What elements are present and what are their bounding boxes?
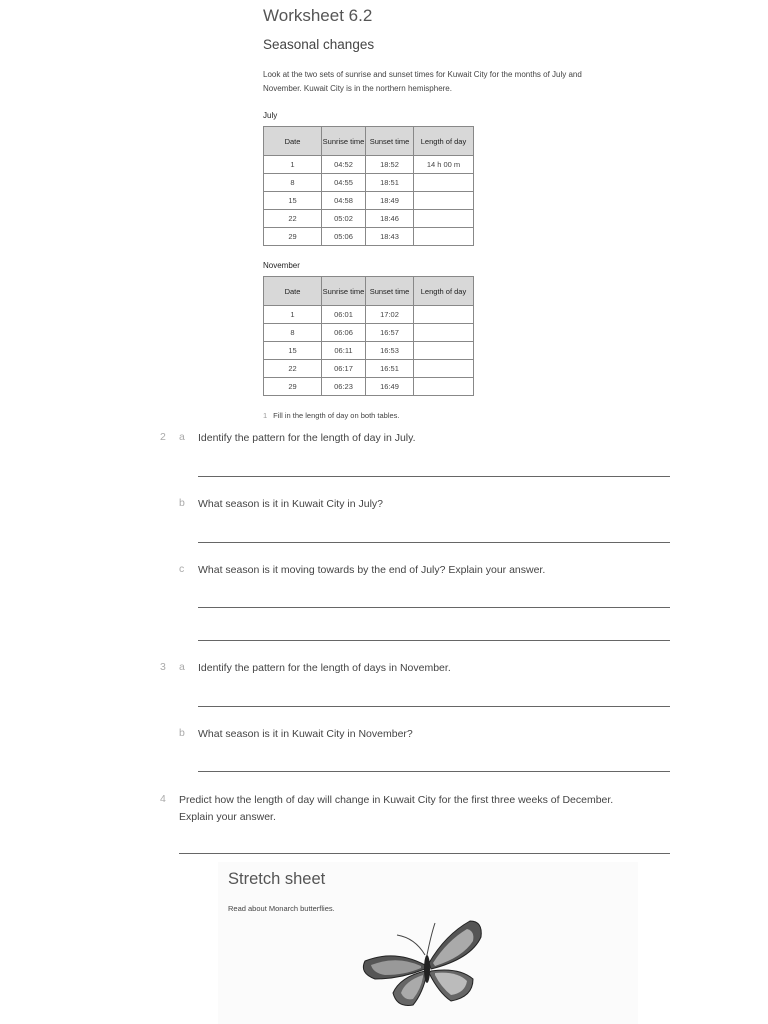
cell-sunrise: 04:58 (322, 192, 366, 210)
cell-sunrise: 06:23 (322, 378, 366, 396)
header-sunset: Sunset time (366, 277, 414, 306)
cell-sunset: 18:49 (366, 192, 414, 210)
answer-line[interactable] (198, 542, 670, 543)
cell-length[interactable] (414, 360, 474, 378)
stretch-text: Read about Monarch butterflies. (228, 904, 335, 913)
question-3a-text: Identify the pattern for the length of days in November. (198, 662, 451, 674)
cell-length[interactable] (414, 192, 474, 210)
table-row (264, 210, 474, 228)
table-row (264, 378, 474, 396)
question-text: Fill in the length of day on both tables. (273, 411, 400, 420)
header-sunrise: Sunrise time (322, 277, 366, 306)
cell-sunset: 18:52 (366, 156, 414, 174)
header-length: Length of day (414, 277, 474, 306)
worksheet-subtitle: Seasonal changes (263, 37, 375, 52)
question-3b-letter: b (179, 727, 185, 739)
cell-sunset: 16:53 (366, 342, 414, 360)
question-3a-letter: a (179, 661, 185, 673)
question-3b-text: What season is it in Kuwait City in November? (198, 728, 413, 740)
cell-sunset: 16:49 (366, 378, 414, 396)
cell-date: 29 (264, 228, 322, 246)
answer-line[interactable] (198, 640, 670, 641)
question-2c-text: What season is it moving towards by the end of July? Explain your answer. (198, 564, 546, 576)
question-4-number: 4 (160, 793, 166, 805)
answer-line[interactable] (198, 771, 670, 772)
intro-text: Look at the two sets of sunrise and sunset times for Kuwait City for the months of July and November. Kuwait City is in the northern hemisphere. (263, 70, 582, 93)
table-row (264, 306, 474, 324)
question-1 (263, 411, 400, 420)
cell-sunrise: 05:06 (322, 228, 366, 246)
cell-sunrise: 06:06 (322, 324, 366, 342)
question-2-number: 2 (160, 431, 166, 443)
cell-date: 1 (264, 306, 322, 324)
cell-length[interactable] (414, 210, 474, 228)
cell-date: 1 (264, 156, 322, 174)
question-2c-letter: c (179, 563, 185, 575)
table-header-row (264, 277, 474, 306)
question-4-text: Predict how the length of day will change in Kuwait City for the first three weeks of December. Explain your answer. (179, 794, 614, 823)
cell-date: 29 (264, 378, 322, 396)
question-2a-letter: a (179, 431, 185, 443)
question-2b-text: What season is it in Kuwait City in July? (198, 498, 383, 510)
cell-date: 8 (264, 324, 322, 342)
cell-length[interactable] (414, 342, 474, 360)
butterfly-illustration (355, 913, 495, 1018)
cell-sunrise: 06:17 (322, 360, 366, 378)
stretch-title: Stretch sheet (228, 870, 326, 888)
table-row (264, 228, 474, 246)
answer-line[interactable] (179, 853, 670, 854)
worksheet-title: Worksheet 6.2 (263, 6, 373, 25)
header-sunrise: Sunrise time (322, 127, 366, 156)
cell-sunset: 16:51 (366, 360, 414, 378)
cell-sunset: 18:51 (366, 174, 414, 192)
cell-length[interactable]: 14 h 00 m (414, 156, 474, 174)
answer-line[interactable] (198, 706, 670, 707)
question-3-number: 3 (160, 661, 166, 673)
table-row (264, 360, 474, 378)
header-sunset: Sunset time (366, 127, 414, 156)
cell-sunrise: 05:02 (322, 210, 366, 228)
cell-length[interactable] (414, 378, 474, 396)
july-table (263, 126, 474, 246)
cell-date: 15 (264, 342, 322, 360)
cell-length[interactable] (414, 174, 474, 192)
butterfly-icon (355, 913, 495, 1013)
cell-length[interactable] (414, 324, 474, 342)
table-row (264, 342, 474, 360)
cell-date: 15 (264, 192, 322, 210)
header-date: Date (264, 127, 322, 156)
table-row (264, 174, 474, 192)
header-date: Date (264, 277, 322, 306)
header-length: Length of day (414, 127, 474, 156)
cell-sunrise: 06:01 (322, 306, 366, 324)
question-2a-text: Identify the pattern for the length of day in July. (198, 432, 416, 444)
november-label: November (263, 261, 300, 270)
cell-sunrise: 04:52 (322, 156, 366, 174)
question-2b-letter: b (179, 497, 185, 509)
cell-sunset: 18:43 (366, 228, 414, 246)
cell-sunrise: 06:11 (322, 342, 366, 360)
cell-sunset: 17:02 (366, 306, 414, 324)
cell-date: 8 (264, 174, 322, 192)
cell-date: 22 (264, 210, 322, 228)
cell-sunset: 18:46 (366, 210, 414, 228)
table-row (264, 156, 474, 174)
question-number: 1 (263, 411, 268, 420)
answer-line[interactable] (198, 476, 670, 477)
cell-length[interactable] (414, 228, 474, 246)
november-table (263, 276, 474, 396)
cell-sunset: 16:57 (366, 324, 414, 342)
cell-sunrise: 04:55 (322, 174, 366, 192)
cell-length[interactable] (414, 306, 474, 324)
july-label: July (263, 111, 278, 120)
table-header-row (264, 127, 474, 156)
cell-date: 22 (264, 360, 322, 378)
answer-line[interactable] (198, 607, 670, 608)
table-row (264, 192, 474, 210)
table-row (264, 324, 474, 342)
